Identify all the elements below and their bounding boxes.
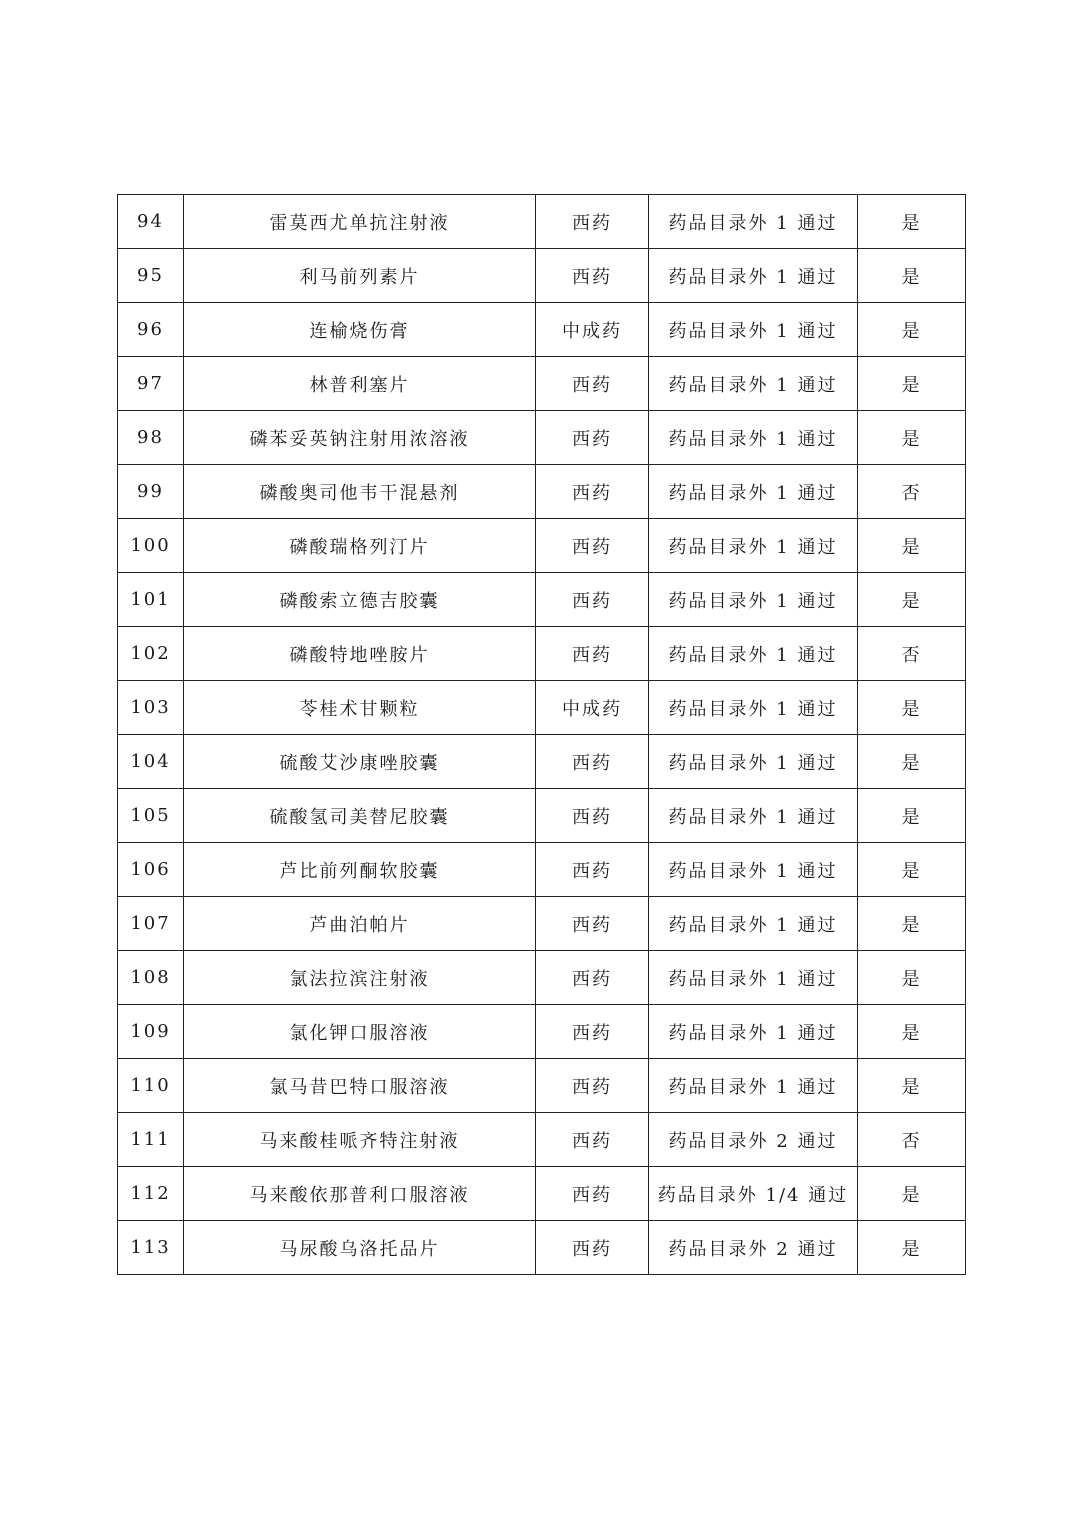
table-row bbox=[118, 1167, 966, 1221]
drug-type-cell: 西药 bbox=[536, 1005, 649, 1059]
drug-type-cell: 西药 bbox=[536, 195, 649, 249]
table-row bbox=[118, 627, 966, 681]
row-number-cell: 101 bbox=[118, 573, 184, 627]
drug-name-cell: 磷酸索立德吉胶囊 bbox=[184, 573, 536, 627]
drug-name-cell: 氯法拉滨注射液 bbox=[184, 951, 536, 1005]
row-number-cell: 113 bbox=[118, 1221, 184, 1275]
review-result-cell: 药品目录外 1 通过 bbox=[649, 789, 858, 843]
row-number-cell: 106 bbox=[118, 843, 184, 897]
flag-cell: 是 bbox=[858, 843, 966, 897]
drug-name-cell: 硫酸艾沙康唑胶囊 bbox=[184, 735, 536, 789]
review-result-cell: 药品目录外 1 通过 bbox=[649, 303, 858, 357]
drug-name-cell: 连榆烧伤膏 bbox=[184, 303, 536, 357]
row-number-cell: 100 bbox=[118, 519, 184, 573]
drug-type-cell: 西药 bbox=[536, 465, 649, 519]
row-number-cell: 104 bbox=[118, 735, 184, 789]
flag-cell: 是 bbox=[858, 249, 966, 303]
drug-name-cell: 氯化钾口服溶液 bbox=[184, 1005, 536, 1059]
flag-cell: 是 bbox=[858, 411, 966, 465]
table-row bbox=[118, 789, 966, 843]
review-result-cell: 药品目录外 1 通过 bbox=[649, 249, 858, 303]
flag-cell: 是 bbox=[858, 357, 966, 411]
drug-type-cell: 西药 bbox=[536, 519, 649, 573]
drug-type-cell: 西药 bbox=[536, 249, 649, 303]
table-row bbox=[118, 1005, 966, 1059]
drug-type-cell: 西药 bbox=[536, 1221, 649, 1275]
table-row bbox=[118, 897, 966, 951]
review-result-cell: 药品目录外 1 通过 bbox=[649, 411, 858, 465]
drug-review-table bbox=[117, 194, 966, 1275]
drug-type-cell: 西药 bbox=[536, 1059, 649, 1113]
review-result-cell: 药品目录外 1 通过 bbox=[649, 465, 858, 519]
table-row bbox=[118, 1113, 966, 1167]
review-result-cell: 药品目录外 1 通过 bbox=[649, 735, 858, 789]
table-body bbox=[118, 195, 966, 1275]
drug-name-cell: 马尿酸乌洛托品片 bbox=[184, 1221, 536, 1275]
drug-name-cell: 芦比前列酮软胶囊 bbox=[184, 843, 536, 897]
row-number-cell: 110 bbox=[118, 1059, 184, 1113]
review-result-cell: 药品目录外 2 通过 bbox=[649, 1113, 858, 1167]
flag-cell: 是 bbox=[858, 951, 966, 1005]
review-result-cell: 药品目录外 1 通过 bbox=[649, 1005, 858, 1059]
drug-type-cell: 西药 bbox=[536, 411, 649, 465]
drug-name-cell: 马来酸桂哌齐特注射液 bbox=[184, 1113, 536, 1167]
row-number-cell: 99 bbox=[118, 465, 184, 519]
row-number-cell: 95 bbox=[118, 249, 184, 303]
flag-cell: 否 bbox=[858, 465, 966, 519]
flag-cell: 否 bbox=[858, 1113, 966, 1167]
drug-name-cell: 林普利塞片 bbox=[184, 357, 536, 411]
drug-name-cell: 磷苯妥英钠注射用浓溶液 bbox=[184, 411, 536, 465]
flag-cell: 是 bbox=[858, 195, 966, 249]
drug-name-cell: 利马前列素片 bbox=[184, 249, 536, 303]
table-row bbox=[118, 1059, 966, 1113]
row-number-cell: 97 bbox=[118, 357, 184, 411]
drug-name-cell: 磷酸奥司他韦干混悬剂 bbox=[184, 465, 536, 519]
table-row bbox=[118, 195, 966, 249]
drug-name-cell: 硫酸氢司美替尼胶囊 bbox=[184, 789, 536, 843]
review-result-cell: 药品目录外 1 通过 bbox=[649, 897, 858, 951]
drug-name-cell: 苓桂术甘颗粒 bbox=[184, 681, 536, 735]
review-result-cell: 药品目录外 1/4 通过 bbox=[649, 1167, 858, 1221]
flag-cell: 是 bbox=[858, 735, 966, 789]
drug-type-cell: 西药 bbox=[536, 735, 649, 789]
drug-name-cell: 磷酸特地唑胺片 bbox=[184, 627, 536, 681]
table-row bbox=[118, 465, 966, 519]
table-row bbox=[118, 951, 966, 1005]
flag-cell: 是 bbox=[858, 519, 966, 573]
table-row bbox=[118, 681, 966, 735]
flag-cell: 否 bbox=[858, 627, 966, 681]
row-number-cell: 103 bbox=[118, 681, 184, 735]
review-result-cell: 药品目录外 1 通过 bbox=[649, 573, 858, 627]
flag-cell: 是 bbox=[858, 681, 966, 735]
review-result-cell: 药品目录外 1 通过 bbox=[649, 519, 858, 573]
drug-name-cell: 马来酸依那普利口服溶液 bbox=[184, 1167, 536, 1221]
row-number-cell: 111 bbox=[118, 1113, 184, 1167]
table-row bbox=[118, 843, 966, 897]
drug-type-cell: 西药 bbox=[536, 1113, 649, 1167]
drug-type-cell: 西药 bbox=[536, 789, 649, 843]
drug-name-cell: 磷酸瑞格列汀片 bbox=[184, 519, 536, 573]
review-result-cell: 药品目录外 2 通过 bbox=[649, 1221, 858, 1275]
drug-name-cell: 芦曲泊帕片 bbox=[184, 897, 536, 951]
row-number-cell: 107 bbox=[118, 897, 184, 951]
flag-cell: 是 bbox=[858, 303, 966, 357]
drug-type-cell: 西药 bbox=[536, 627, 649, 681]
review-result-cell: 药品目录外 1 通过 bbox=[649, 627, 858, 681]
table-row bbox=[118, 573, 966, 627]
table-row bbox=[118, 1221, 966, 1275]
table-row bbox=[118, 249, 966, 303]
review-result-cell: 药品目录外 1 通过 bbox=[649, 357, 858, 411]
flag-cell: 是 bbox=[858, 573, 966, 627]
drug-type-cell: 西药 bbox=[536, 357, 649, 411]
flag-cell: 是 bbox=[858, 1005, 966, 1059]
row-number-cell: 108 bbox=[118, 951, 184, 1005]
flag-cell: 是 bbox=[858, 1059, 966, 1113]
drug-name-cell: 雷莫西尤单抗注射液 bbox=[184, 195, 536, 249]
review-result-cell: 药品目录外 1 通过 bbox=[649, 951, 858, 1005]
review-result-cell: 药品目录外 1 通过 bbox=[649, 681, 858, 735]
table-row bbox=[118, 519, 966, 573]
row-number-cell: 94 bbox=[118, 195, 184, 249]
drug-type-cell: 中成药 bbox=[536, 681, 649, 735]
drug-type-cell: 西药 bbox=[536, 951, 649, 1005]
table-row bbox=[118, 357, 966, 411]
flag-cell: 是 bbox=[858, 1221, 966, 1275]
table-row bbox=[118, 411, 966, 465]
drug-name-cell: 氯马昔巴特口服溶液 bbox=[184, 1059, 536, 1113]
drug-type-cell: 中成药 bbox=[536, 303, 649, 357]
row-number-cell: 96 bbox=[118, 303, 184, 357]
flag-cell: 是 bbox=[858, 897, 966, 951]
row-number-cell: 102 bbox=[118, 627, 184, 681]
row-number-cell: 98 bbox=[118, 411, 184, 465]
drug-type-cell: 西药 bbox=[536, 897, 649, 951]
row-number-cell: 112 bbox=[118, 1167, 184, 1221]
table-row bbox=[118, 303, 966, 357]
table-row bbox=[118, 735, 966, 789]
flag-cell: 是 bbox=[858, 1167, 966, 1221]
drug-type-cell: 西药 bbox=[536, 1167, 649, 1221]
review-result-cell: 药品目录外 1 通过 bbox=[649, 195, 858, 249]
row-number-cell: 105 bbox=[118, 789, 184, 843]
drug-type-cell: 西药 bbox=[536, 573, 649, 627]
row-number-cell: 109 bbox=[118, 1005, 184, 1059]
drug-type-cell: 西药 bbox=[536, 843, 649, 897]
review-result-cell: 药品目录外 1 通过 bbox=[649, 843, 858, 897]
flag-cell: 是 bbox=[858, 789, 966, 843]
review-result-cell: 药品目录外 1 通过 bbox=[649, 1059, 858, 1113]
